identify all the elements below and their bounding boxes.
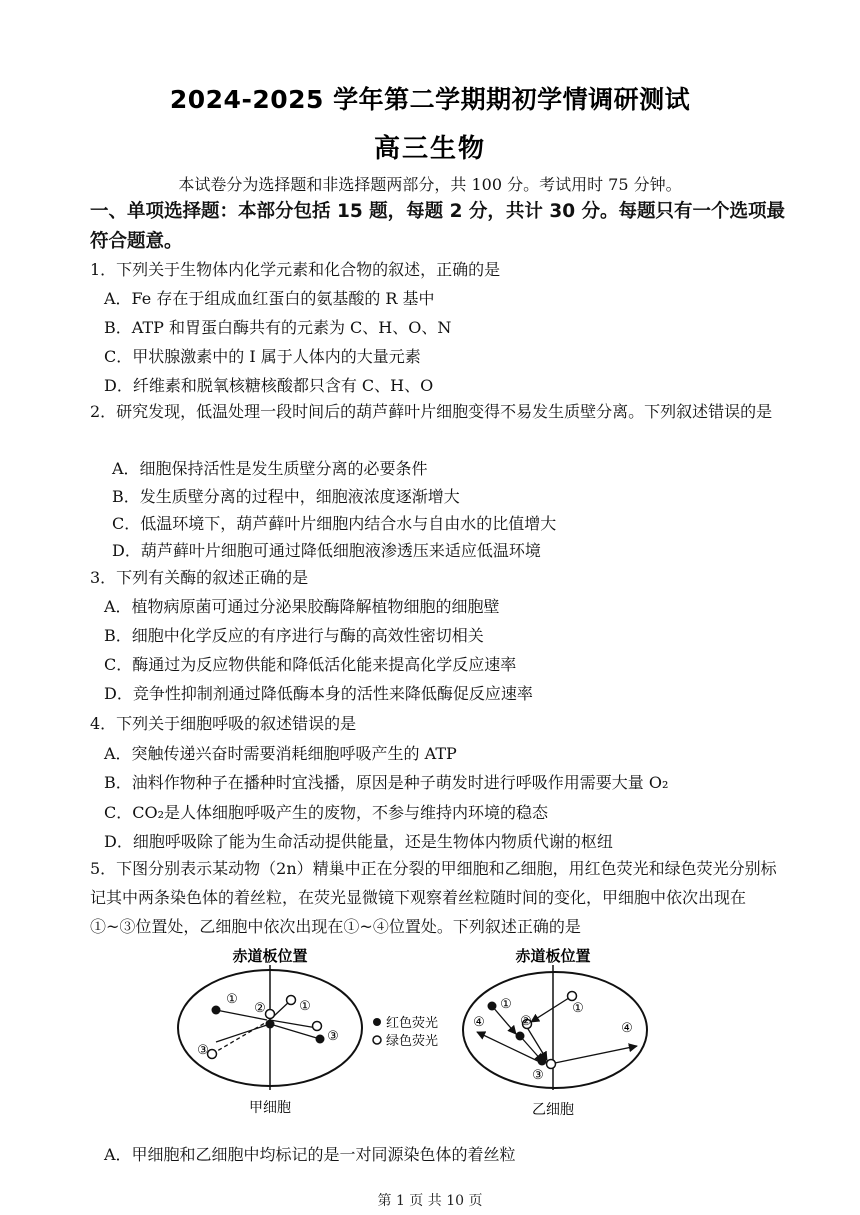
position-mark: ③ <box>532 1068 544 1083</box>
cell-b-outline <box>463 972 647 1088</box>
figure-svg <box>170 947 690 1125</box>
question-2-option-d: D．葫芦藓叶片细胞可通过降低细胞液渗透压来适应低温环境 <box>112 541 541 560</box>
position-mark: ① <box>500 997 512 1012</box>
cell-b-equator-label: 赤道板位置 <box>515 947 591 965</box>
red-marker <box>538 1057 547 1066</box>
question-1-option-a: A．Fe 存在于组成血红蛋白的氨基酸的 R 基中 <box>104 289 435 308</box>
question-2-option-c: C．低温环境下，葫芦藓叶片细胞内结合水与自由水的比值增大 <box>112 514 557 533</box>
position-mark: ④ <box>621 1021 633 1036</box>
question-4-option-c: C．CO₂是人体细胞呼吸产生的废物，不参与维持内环境的稳态 <box>104 803 549 822</box>
red-marker <box>212 1006 221 1015</box>
section-heading: 一、单项选择题：本部分包括 15 题，每题 2 分，共计 30 分。每题只有一个选项最符合题意。 <box>90 201 786 252</box>
position-mark: ① <box>226 992 238 1007</box>
position-mark: ④ <box>473 1015 485 1030</box>
question-5-option-a: A．甲细胞和乙细胞中均标记的是一对同源染色体的着丝粒 <box>104 1145 516 1164</box>
position-mark: ② <box>254 1001 266 1016</box>
green-marker <box>287 996 296 1005</box>
subject-title: 高三生物 <box>373 134 486 164</box>
cell-b-arrow <box>477 1032 544 1064</box>
page-number: 第 1 页 共 10 页 <box>377 1193 483 1209</box>
cell-a-path <box>216 1024 270 1042</box>
question-3-stem: 3．下列有关酶的叙述正确的是 <box>90 568 309 587</box>
question-2-option-b: B．发生质壁分离的过程中，细胞液浓度逐渐增大 <box>112 487 460 506</box>
question-4-option-d: D．细胞呼吸除了能为生命活动提供能量，还是生物体内物质代谢的枢纽 <box>104 832 613 851</box>
cell-b-label: 乙细胞 <box>532 1102 574 1118</box>
position-mark: ② <box>520 1014 532 1029</box>
cell-a-equator-label: 赤道板位置 <box>232 947 308 965</box>
question-1-stem: 1．下列关于生物体内化学元素和化合物的叙述，正确的是 <box>90 260 501 279</box>
question-4-option-a: A．突触传递兴奋时需要消耗细胞呼吸产生的 ATP <box>104 744 457 763</box>
legend-red-label: 红色荧光 <box>386 1016 439 1031</box>
green-marker <box>208 1050 217 1059</box>
question-3-option-c: C．酶通过为反应物供能和降低活化能来提高化学反应速率 <box>104 655 517 674</box>
green-marker <box>568 992 577 1001</box>
exam-title: 2024-2025 学年第二学期期初学情调研测试 <box>169 85 691 114</box>
position-mark: ③ <box>197 1043 209 1058</box>
question-3-option-b: B．细胞中化学反应的有序进行与酶的高效性密切相关 <box>104 626 484 645</box>
legend-red-marker <box>373 1018 381 1026</box>
question-2-option-a: A．细胞保持活性是发生质壁分离的必要条件 <box>112 459 428 478</box>
red-marker <box>316 1035 325 1044</box>
cell-b-arrow <box>550 1046 637 1064</box>
question-1-option-d: D．纤维素和脱氧核糖核酸都只含有 C、H、O <box>104 376 434 395</box>
question-2-stem: 2．研究发现，低温处理一段时间后的葫芦藓叶片细胞变得不易发生质壁分离。下列叙述错误的是 <box>90 402 773 421</box>
legend-green-label: 绿色荧光 <box>386 1034 439 1049</box>
question-3-option-a: A．植物病原菌可通过分泌果胶酶降解植物细胞的细胞壁 <box>104 597 500 616</box>
green-marker <box>313 1022 322 1031</box>
red-marker <box>266 1020 275 1029</box>
red-marker <box>488 1002 497 1011</box>
red-marker <box>516 1032 525 1041</box>
question-1-option-c: C．甲状腺激素中的 I 属于人体内的大量元素 <box>104 347 421 366</box>
question-1-option-b: B．ATP 和胃蛋白酶共有的元素为 C、H、O、N <box>104 318 452 337</box>
legend-green-marker <box>373 1036 381 1044</box>
exam-intro: 本试卷分为选择题和非选择题两部分，共 100 分。考试用时 75 分钟。 <box>178 175 682 194</box>
cell-a-path <box>212 1020 270 1054</box>
position-mark: ① <box>299 999 311 1014</box>
green-marker <box>547 1060 556 1069</box>
position-mark: ① <box>572 1001 584 1016</box>
cell-b-arrow <box>531 996 572 1022</box>
cell-division-figure <box>170 947 690 1125</box>
position-mark: ③ <box>327 1029 339 1044</box>
question-4-stem: 4．下列关于细胞呼吸的叙述错误的是 <box>90 714 357 733</box>
green-marker <box>266 1010 275 1019</box>
question-5-stem: 5．下图分别表示某动物（2n）精巢中正在分裂的甲细胞和乙细胞，用红色荧光和绿色荧光分别标记其中两条染色体的着丝粒，在荧光显微镜下观察着丝粒随时间的变化，甲细胞中依次出现在①~③位置处，乙细胞中依次出现在①~④位置处。下列叙述正确的是 <box>90 859 777 936</box>
cell-a-path <box>270 1020 317 1028</box>
question-4-option-b: B．油料作物种子在播种时宜浅播，原因是种子萌发时进行呼吸作用需要大量 O₂ <box>104 773 669 792</box>
question-3-option-d: D．竞争性抑制剂通过降低酶本身的活性来降低酶促反应速率 <box>104 684 533 703</box>
cell-a-label: 甲细胞 <box>249 1100 291 1116</box>
